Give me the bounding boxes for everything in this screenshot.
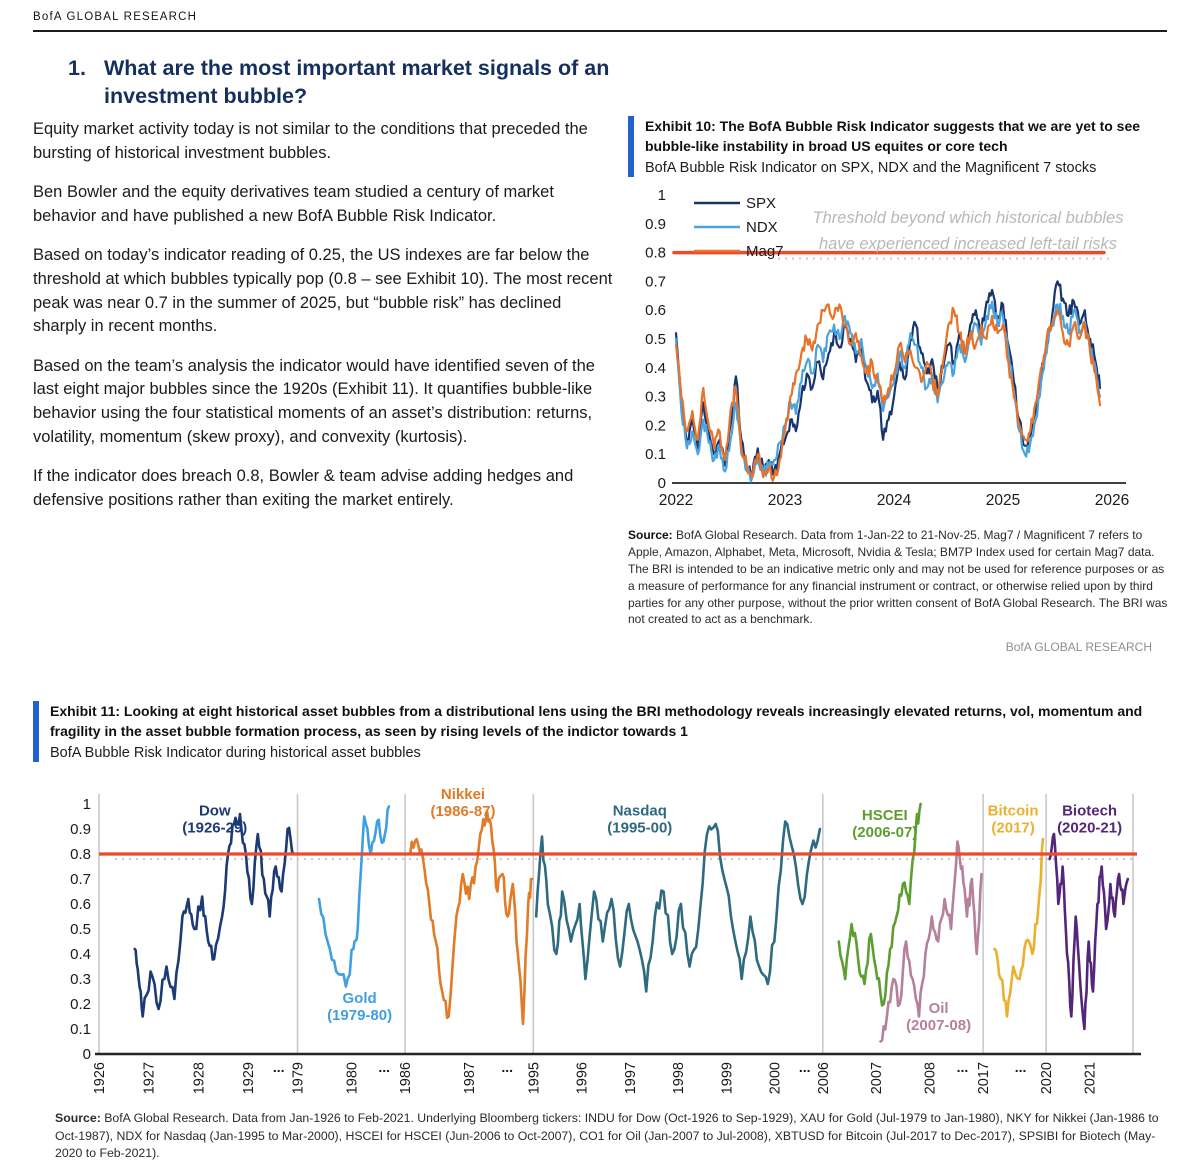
axis-gap-dots: ... xyxy=(798,1059,811,1076)
x-tick-label: 2023 xyxy=(767,492,803,510)
y-tick-label: 0.5 xyxy=(645,331,666,349)
paragraph: If the indicator does breach 0.8, Bowler & team advise adding hedges and defensive positions rather than exiting the market entirely. xyxy=(33,467,574,509)
y-tick-label: 1 xyxy=(657,187,666,205)
y-tick-label: 0.3 xyxy=(645,389,666,407)
bubble-label-bitcoin: (2017) xyxy=(991,819,1035,837)
exhibit-accent-bar xyxy=(33,701,39,762)
exhibit11-svg xyxy=(55,776,1165,1108)
threshold-annotation: have experienced increased left-tail risks xyxy=(818,235,1118,254)
y-tick-label: 0.4 xyxy=(70,946,91,964)
exhibit-accent-bar xyxy=(628,116,634,177)
x-tick-label: 2025 xyxy=(985,492,1021,510)
bubble-label-biotech: Biotech xyxy=(1062,802,1118,820)
exhibit11-header xyxy=(33,701,1173,762)
x-tick-label: 1926 xyxy=(92,1062,108,1095)
exhibit10-block xyxy=(628,116,1168,654)
y-tick-label: 0 xyxy=(82,1046,91,1064)
y-tick-label: 0.8 xyxy=(70,846,91,864)
bubble-label-oil: (2007-08) xyxy=(906,1017,972,1035)
section-heading xyxy=(68,54,688,111)
series-line-nikkei xyxy=(410,812,532,1025)
bubble-label-gold: Gold xyxy=(342,990,377,1008)
x-tick-label: 2020 xyxy=(1039,1062,1056,1095)
bubble-label-oil: Oil xyxy=(928,1000,949,1018)
source-label: Source: xyxy=(628,528,673,543)
bubble-label-gold: (1979-80) xyxy=(327,1007,393,1025)
x-tick-label: 2000 xyxy=(767,1062,784,1095)
exhibit10-header xyxy=(628,116,1168,177)
section-heading-text: What are the most important market signals of an investment bubble? xyxy=(104,56,610,109)
x-tick-label: 1980 xyxy=(344,1062,361,1095)
x-tick-label: 2006 xyxy=(815,1062,832,1095)
bubble-label-dow: (1926-29) xyxy=(182,819,248,837)
y-tick-label: 1 xyxy=(82,796,91,814)
x-tick-label: 2017 xyxy=(976,1062,993,1095)
exhibit11-source xyxy=(55,1110,1173,1162)
x-tick-label: 1999 xyxy=(719,1062,736,1095)
header-rule xyxy=(33,30,1167,32)
y-tick-label: 0.8 xyxy=(645,245,666,263)
exhibit10-chart xyxy=(628,183,1152,525)
series-line-dow xyxy=(135,814,294,1017)
exhibit10-source xyxy=(628,527,1168,628)
paragraph: Ben Bowler and the equity derivatives team studied a century of market behavior and have published a new BofA Bubble Risk Indicator. xyxy=(33,183,554,225)
source-text: BofA Global Research. Data from 1-Jan-22 to 21-Nov-25. Mag7 / Magnificent 7 refers to Apple, Amazon, Alphabet, Meta, Microsoft, Nvidia & Tesla; BM7P Index used for certain Mag7 data. The BRI is intended to be an indicative metric only and may not be used for reference purposes or as a measure of performance for any financial instrument or contract, or otherwise relied upon by third parties for any other purpose, without the prior written consent of BofA Global Research. The BRI was not created to act as a benchmark. xyxy=(628,528,1168,627)
y-tick-label: 0.5 xyxy=(70,921,91,939)
threshold-annotation: Threshold beyond which historical bubbles xyxy=(812,209,1124,228)
x-tick-label: 1997 xyxy=(622,1062,639,1095)
bubble-label-nikkei: (1986-87) xyxy=(430,803,496,821)
bubble-label-biotech: (2020-21) xyxy=(1057,819,1123,837)
brand-header: BofA GLOBAL RESEARCH xyxy=(33,11,198,23)
exhibit11-chart xyxy=(55,776,1165,1108)
y-tick-label: 0.7 xyxy=(645,273,666,291)
paragraph: Based on today’s indicator reading of 0.25, the US indexes are far below the threshold at which bubbles typically pop (0.8 – see Exhibit 10). The most recent peak was near 0.7 in the summer of 2025, but “bubble risk” has declined sharply in recent months. xyxy=(33,246,613,336)
y-tick-label: 0.1 xyxy=(645,446,666,464)
axis-gap-dots: ... xyxy=(501,1059,514,1076)
source-label: Source: xyxy=(55,1111,101,1126)
axis-gap-dots: ... xyxy=(378,1059,391,1076)
x-tick-label: 1929 xyxy=(240,1062,257,1095)
y-tick-label: 0.2 xyxy=(645,417,666,435)
bubble-label-hscei: HSCEI xyxy=(861,807,908,825)
x-tick-label: 1928 xyxy=(191,1062,208,1095)
y-tick-label: 0.9 xyxy=(70,821,91,839)
series-line-spx xyxy=(676,282,1100,479)
legend-label: SPX xyxy=(746,195,777,213)
x-tick-label: 2007 xyxy=(869,1062,886,1095)
axis-gap-dots: ... xyxy=(1014,1059,1027,1076)
y-tick-label: 0.4 xyxy=(645,360,666,378)
series-line-mag7 xyxy=(676,305,1100,481)
x-tick-label: 2026 xyxy=(1094,492,1130,510)
bubble-label-dow: Dow xyxy=(198,802,231,820)
y-tick-label: 0.7 xyxy=(70,871,91,889)
x-tick-label: 1987 xyxy=(462,1062,479,1095)
x-tick-label: 1986 xyxy=(398,1062,415,1095)
x-tick-label: 2021 xyxy=(1082,1062,1099,1095)
y-tick-label: 0.6 xyxy=(645,302,666,320)
exhibit10-svg xyxy=(628,183,1152,525)
x-tick-label: 1995 xyxy=(526,1062,543,1095)
bubble-label-nasdaq: (1995-00) xyxy=(607,819,673,837)
x-tick-label: 2024 xyxy=(876,492,912,510)
paragraph: Equity market activity today is not similar to the conditions that preceded the bursting of historical investment bubbles. xyxy=(33,120,588,162)
source-text: BofA Global Research. Data from Jan-1926 to Feb-2021. Underlying Bloomberg tickers: INDU for Dow (Oct-1926 to Sep-1929), XAU for Gold (Jul-1979 to Jan-1980), NKY for Nikkei (Jan-1986 to Oct-1987), NDX for Nasdaq (Jan-1995 to Mar-2000), HSCEI for HSCEI (Jun-2006 to Oct-2007), CO1 for Oil (Jan-2007 to Jul-2008), XBTUSD for Bitcoin (Jul-2017 to Dec-2017), SPSIBI for Biotech (May-2020 to Feb-2021). xyxy=(55,1111,1159,1161)
y-tick-label: 0.6 xyxy=(70,896,91,914)
y-tick-label: 0 xyxy=(657,475,666,493)
exhibit10-title: Exhibit 10: The BofA Bubble Risk Indicator suggests that we are yet to see bubble-like instability in broad US equites or core tech xyxy=(645,118,1141,155)
x-tick-label: 2008 xyxy=(922,1062,939,1095)
axis-gap-dots: ... xyxy=(272,1059,285,1076)
y-tick-label: 0.1 xyxy=(70,1021,91,1039)
bubble-label-nasdaq: Nasdaq xyxy=(612,802,667,820)
y-tick-label: 0.3 xyxy=(70,971,91,989)
x-tick-label: 2022 xyxy=(658,492,694,510)
series-line-nasdaq xyxy=(536,819,820,992)
exhibit11-block xyxy=(33,701,1173,1168)
x-tick-label: 1979 xyxy=(290,1062,307,1095)
exhibit11-subtitle: BofA Bubble Risk Indicator during historical asset bubbles xyxy=(50,744,421,761)
x-tick-label: 1996 xyxy=(574,1062,591,1095)
bubble-label-hscei: (2006-07) xyxy=(852,824,918,842)
series-line-biotech xyxy=(1050,834,1128,1029)
series-line-bitcoin xyxy=(994,839,1043,1017)
legend-label: NDX xyxy=(746,219,778,237)
x-tick-label: 1998 xyxy=(671,1062,687,1095)
body-text-column xyxy=(33,118,613,528)
paragraph: Based on the team’s analysis the indicator would have identified seven of the last eight major bubbles since the 1920s (Exhibit 11). It quantifies bubble-like behavior using the four statistical moments of an asset’s distribution: returns, volatility, momentum (skew proxy), and convexity (kurtosis). xyxy=(33,356,595,446)
y-tick-label: 0.2 xyxy=(70,996,91,1014)
series-line-gold xyxy=(319,807,389,987)
axis-gap-dots: ... xyxy=(956,1059,969,1076)
bubble-label-bitcoin: Bitcoin xyxy=(987,802,1039,820)
section-number: 1. xyxy=(68,56,86,80)
x-tick-label: 1927 xyxy=(141,1062,158,1095)
exhibit11-title: Exhibit 11: Looking at eight historical asset bubbles from a distributional lens using the BRI methodology reveals increasingly elevated returns, vol, momentum and fragility in the asset bubble formation process, as seen by rising levels of the indictor towards 1 xyxy=(50,703,1143,740)
watermark: BofA GLOBAL RESEARCH xyxy=(1005,640,1152,655)
y-tick-label: 0.9 xyxy=(645,216,666,234)
exhibit10-subtitle: BofA Bubble Risk Indicator on SPX, NDX and the Magnificent 7 stocks xyxy=(645,159,1097,176)
legend-label: Mag7 xyxy=(746,243,784,261)
bubble-label-nikkei: Nikkei xyxy=(440,786,486,804)
